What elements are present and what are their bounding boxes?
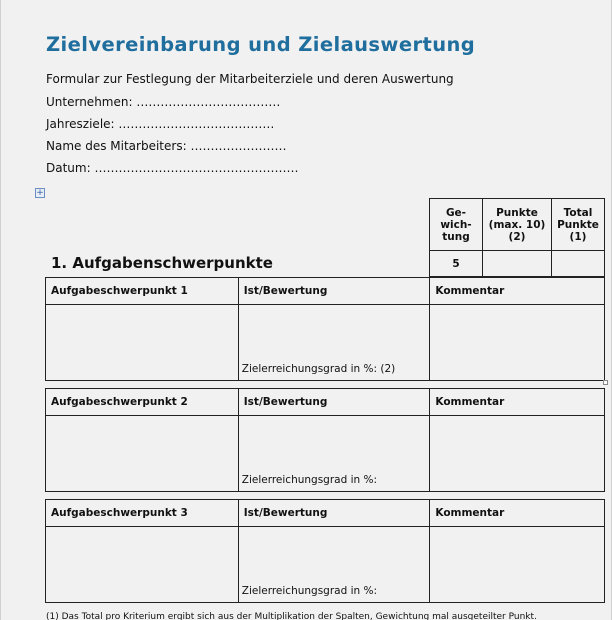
evaluation-header: Ist/Bewertung [238, 389, 430, 416]
comment-cell[interactable] [430, 527, 605, 603]
comment-cell[interactable] [430, 416, 605, 492]
header-gewichtung: Ge- wich- tung [430, 199, 483, 251]
document-title: Zielvereinbarung und Zielauswertung [46, 33, 476, 56]
field-unternehmen[interactable] [46, 95, 280, 109]
grade-label: Zielerreichungsgrad in %: [241, 585, 378, 597]
task-header: Aufgabeschwerpunkt 2 [46, 389, 239, 416]
total-punkte-cell[interactable] [552, 251, 605, 277]
task-table-1 [45, 277, 605, 381]
score-table [429, 198, 605, 277]
task-cell[interactable] [46, 416, 239, 492]
grade-label: Zielerreichungsgrad in %: [241, 474, 378, 486]
field-label: Datum: [46, 161, 91, 175]
gewichtung-cell[interactable]: 5 [430, 251, 483, 277]
task-header: Aufgabeschwerpunkt 3 [46, 500, 239, 527]
field-label: Name des Mitarbeiters: [46, 139, 187, 153]
table-move-handle-icon[interactable]: + [36, 188, 44, 198]
field-dots: …………………… [190, 139, 287, 153]
section-heading: 1. Aufgabenschwerpunkte [51, 254, 273, 272]
footnote: (1) Das Total pro Kriterium ergibt sich aus der Multiplikation der Spalten, Gewichtung mal ausgeteilter Punkt. [46, 612, 537, 620]
field-dots: …………………………………………… [94, 161, 299, 175]
evaluation-cell[interactable] [238, 527, 430, 603]
evaluation-header: Ist/Bewertung [238, 500, 430, 527]
field-dots: ……………………………… [136, 95, 281, 109]
header-total-punkte: Total Punkte (1) [552, 199, 605, 251]
evaluation-cell[interactable] [238, 305, 430, 381]
comment-header: Kommentar [430, 500, 605, 527]
header-punkte: Punkte (max. 10) (2) [483, 199, 552, 251]
evaluation-cell[interactable] [238, 416, 430, 492]
task-table-2 [45, 388, 605, 492]
field-dots: ………………………………… [118, 117, 275, 131]
evaluation-header: Ist/Bewertung [238, 278, 430, 305]
field-name-mitarbeiter[interactable] [46, 139, 286, 153]
punkte-cell[interactable] [483, 251, 552, 277]
comment-header: Kommentar [430, 278, 605, 305]
resize-handle-icon[interactable] [603, 380, 608, 385]
comment-header: Kommentar [430, 389, 605, 416]
field-jahresziele[interactable] [46, 117, 274, 131]
subtitle: Formular zur Festlegung der Mitarbeiterziele und deren Auswertung [46, 72, 454, 86]
task-header: Aufgabeschwerpunkt 1 [46, 278, 239, 305]
field-label: Unternehmen: [46, 95, 133, 109]
comment-cell[interactable] [430, 305, 605, 381]
task-cell[interactable] [46, 305, 239, 381]
task-table-3 [45, 499, 605, 603]
task-cell[interactable] [46, 527, 239, 603]
field-label: Jahresziele: [46, 117, 115, 131]
field-datum[interactable] [46, 161, 298, 175]
grade-label: Zielerreichungsgrad in %: (2) [241, 363, 396, 375]
